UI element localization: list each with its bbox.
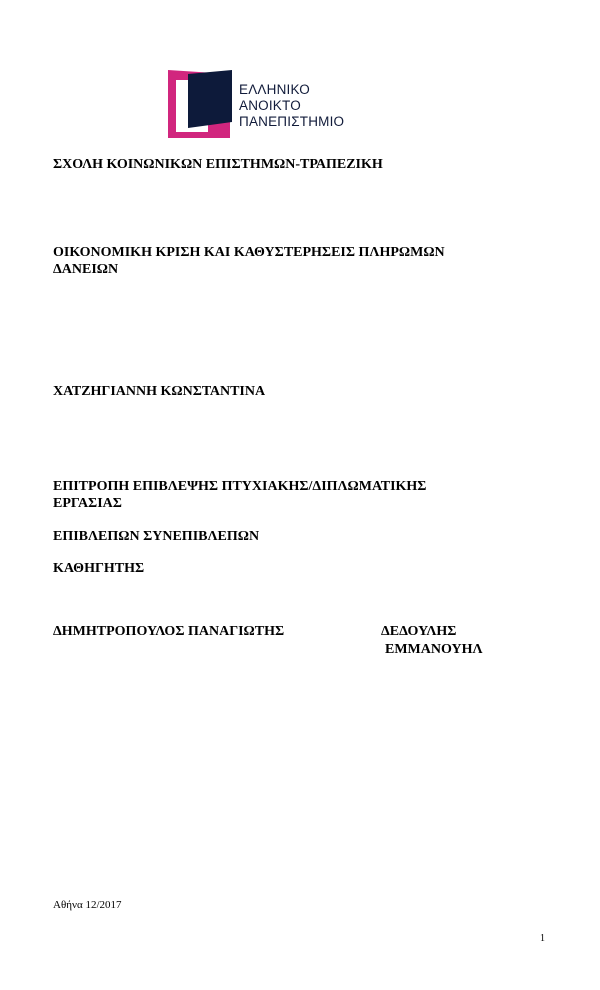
logo-line-3: ΠΑΝΕΠΙΣΤΗΜΙΟ (239, 114, 345, 129)
logo-line-1: ΕΛΛΗΝΙΚΟ (239, 82, 310, 97)
supervisor-name: ΔΗΜΗΤΡΟΠΟΥΛΟΣ ΠΑΝΑΓΙΩΤΗΣ (53, 624, 285, 639)
logo-line-2: ΑΝΟΙΚΤΟ (239, 98, 301, 113)
co-supervisor-firstname: ΕΜΜΑΝΟΥΗΛ (385, 642, 483, 657)
thesis-title-line-2: ΔΑΝΕΙΩΝ (53, 262, 119, 277)
committee-heading-line-2: ΕΡΓΑΣΙΑΣ (53, 496, 122, 511)
page-number: 1 (540, 933, 545, 944)
co-supervisor-surname: ΔΕΔΟΥΛΗΣ (381, 624, 457, 639)
place-date: Αθήνα 12/2017 (53, 899, 122, 911)
supervisor-rank: ΚΑΘΗΓΗΤΗΣ (53, 561, 145, 576)
university-logo-mark (166, 68, 236, 140)
supervisors-heading: ΕΠΙΒΛΕΠΩΝ ΣΥΝΕΠΙΒΛΕΠΩΝ (53, 529, 260, 544)
school-name: ΣΧΟΛΗ ΚΟΙΝΩΝΙΚΩΝ ΕΠΙΣΤΗΜΩΝ-ΤΡΑΠΕΖΙΚΗ (53, 157, 383, 172)
university-logo-text (239, 82, 344, 130)
university-logo (166, 68, 356, 140)
committee-heading-line-1: ΕΠΙΤΡΟΠΗ ΕΠΙΒΛΕΨΗΣ ΠΤΥΧΙΑΚΗΣ/ΔΙΠΛΩΜΑΤΙΚΗΣ (53, 479, 427, 494)
author-name: ΧΑΤΖΗΓΙΑΝΝΗ ΚΩΝΣΤΑΝΤΙΝΑ (53, 384, 266, 399)
thesis-title-line-1: ΟΙΚΟΝΟΜΙΚΗ ΚΡΙΣΗ ΚΑΙ ΚΑΘΥΣΤΕΡΗΣΕΙΣ ΠΛΗΡΩΜΩΝ (53, 245, 445, 260)
